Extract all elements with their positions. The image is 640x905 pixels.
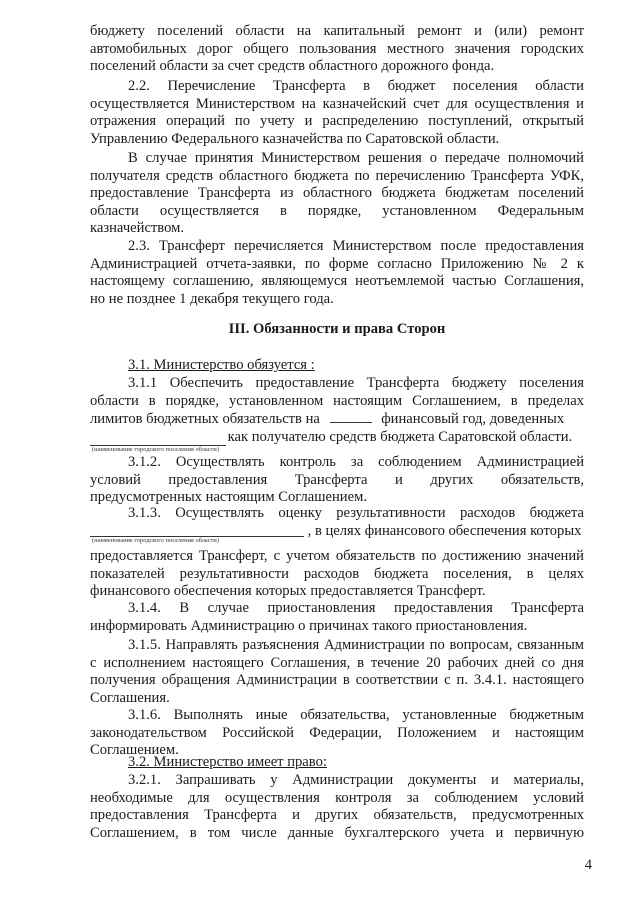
text-fragment: лимитов бюджетных обязательств на <box>90 411 320 428</box>
blank-field <box>90 429 224 441</box>
paragraph-2-2 <box>90 78 584 148</box>
text-line: финансового обеспечения которых предоставляется Трансферт. <box>90 583 486 600</box>
text-line: 3.1.3. Осуществлять оценку результативности расходов бюджета <box>128 505 584 521</box>
text-line: 2.3. Трансферт перечисляется Министерством после предоставления <box>128 238 584 254</box>
text-line: 3.1.5. Направлять разъяснения Администрации по вопросам, связанным <box>128 637 584 653</box>
text-line: Администрацией отчета-заявки, по форме согласно Приложению № 2 к <box>90 255 584 272</box>
text-line: Соглашением, в том числе данные бухгалтерского учета и первичную <box>90 824 584 841</box>
text-line: с исполнением настоящего Соглашения, в течение 20 рабочих дней со дня <box>90 654 584 671</box>
field-caption: (наименование городского поселения области) <box>92 537 219 544</box>
text-line: 3.1.6. Выполнять иные обязательства, установленные бюджетным <box>128 707 584 723</box>
blank-field <box>90 523 304 535</box>
text-line-with-blank <box>90 429 584 447</box>
text-line: 3.2.1. Запрашивать у Администрации документы и материалы, <box>128 772 584 788</box>
text-line-with-blank <box>90 410 584 429</box>
text-line: получения обращения Администрации в соответствии с п. 3.4.1. настоящего <box>90 672 584 689</box>
paragraph-3-1-3 <box>90 505 584 601</box>
text-line: 2.2. Перечисление Трансферта в бюджет поселения области <box>128 78 584 94</box>
text-line: информировать Администрацию о причинах такого приостановления. <box>90 617 528 634</box>
text-fragment: финансовый год, доведенных <box>381 411 565 428</box>
subsection-3-2 <box>90 754 584 772</box>
page-number: 4 <box>584 857 592 873</box>
text-line: настоящему соглашению, являющемуся неотъемлемой частью Соглашения, <box>90 273 584 290</box>
text-line: Управлению Федерального казначейства по Саратовской области. <box>90 130 500 147</box>
text-line: предоставление Трансферта из областного бюджета бюджетам поселений <box>90 185 584 202</box>
text-line: необходимые для осуществления контроля за соблюдением условий <box>90 789 584 806</box>
text-line: поселений области за счет средств областного дорожного фонда. <box>90 58 495 75</box>
text-line: Соглашения. <box>90 689 170 706</box>
text-line: В случае принятия Министерством решения о передаче полномочий <box>128 150 584 166</box>
text-line: 3.1.1 Обеспечить предоставление Трансферта бюджету поселения <box>128 375 584 391</box>
subsection-3-1 <box>90 357 584 375</box>
blank-field <box>330 410 372 423</box>
subsection-title: 3.2. Министерство имеет право: <box>128 754 327 770</box>
paragraph-2-2-b <box>90 150 584 238</box>
text-line: получателя средств областного бюджета по перечислению Трансферта УФК, <box>90 167 584 184</box>
text-line: предусмотренных настоящим Соглашением. <box>90 489 367 506</box>
paragraph-3-2-1 <box>90 772 584 842</box>
paragraph-3-1-6 <box>90 707 584 760</box>
text-line: предоставляется Трансферт, с учетом обязательств по достижению значений <box>90 548 584 565</box>
subsection-title: 3.1. Министерство обязуется : <box>128 357 315 373</box>
text-line: области осуществляется в порядке, установленном Федеральным <box>90 202 584 219</box>
text-line: показателей результативности расходов бюджета поселения, в целях <box>90 565 584 582</box>
text-line: 3.1.2. Осуществлять контроль за соблюдением Администрацией <box>128 454 584 470</box>
text-line: бюджету поселений области на капитальный ремонт и (или) ремонт <box>90 23 584 39</box>
paragraph-3-1-5 <box>90 637 584 707</box>
text-fragment: , в целях финансового обеспечения которых <box>307 522 582 539</box>
text-line: условий предоставления Трансферта и других обязательств, <box>90 471 584 488</box>
text-line: предоставления Трансферта и других обязательств, предусмотренных <box>90 807 584 824</box>
paragraph-2-3 <box>90 238 584 308</box>
text-line: законодательством Российской Федерации, Положением и настоящим <box>90 724 584 741</box>
text-line: казначейством. <box>90 220 184 237</box>
paragraph-intro <box>90 23 584 76</box>
paragraph-3-1-4 <box>90 600 584 635</box>
text-line: Соглашением. <box>90 742 179 759</box>
paragraph-3-1-1 <box>90 375 584 446</box>
section-heading: III. Обязанности и права Сторон <box>228 321 446 337</box>
text-line: отражения операций по учету и распределению поступлений, открытый <box>90 113 584 130</box>
text-line: но не позднее 1 декабря текущего года. <box>90 290 334 307</box>
text-line: 3.1.4. В случае приостановления предоставления Трансферта <box>128 600 584 616</box>
paragraph-3-1-2 <box>90 454 584 507</box>
text-line: автомобильных дорог общего пользования местного значения городских <box>90 40 584 57</box>
text-fragment: как получателю средств бюджета Саратовской области. <box>227 428 573 445</box>
text-line: области в порядке, установленном настоящим Соглашением, в пределах <box>90 392 584 409</box>
text-line: осуществляется Министерством на казначейский счет для осуществления и <box>90 95 584 112</box>
field-caption: (наименование городского поселения области) <box>92 446 219 453</box>
